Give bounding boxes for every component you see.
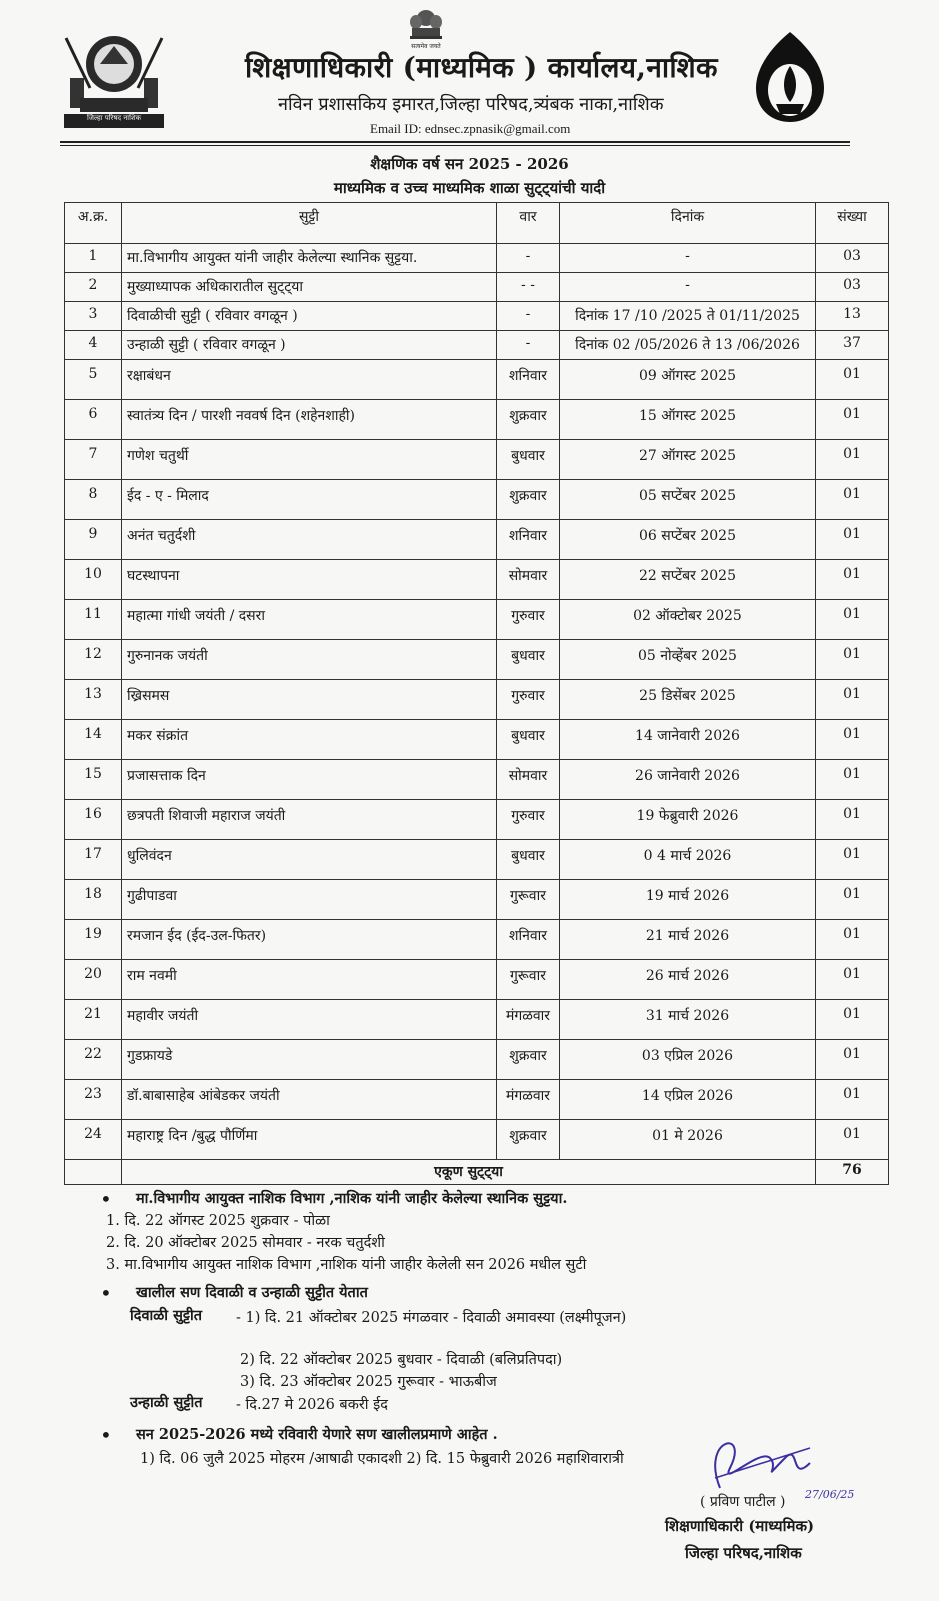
- row-day: गुरुवार: [497, 600, 560, 640]
- table-row: [65, 960, 889, 1000]
- table-row: [65, 840, 889, 880]
- row-serial: 2: [65, 273, 122, 302]
- row-serial: 5: [65, 360, 122, 400]
- row-date: 05 नोव्हेंबर 2025: [560, 640, 816, 680]
- row-count: 01: [816, 640, 889, 680]
- row-date: 0 4 मार्च 2026: [560, 840, 816, 880]
- row-day: शनिवार: [497, 920, 560, 960]
- row-count: 01: [816, 680, 889, 720]
- bullet-icon: •: [100, 1423, 112, 1447]
- row-count: 01: [816, 360, 889, 400]
- signatory-name: ( प्रविण पाटील ): [700, 1494, 786, 1510]
- col-date: दिनांक: [560, 203, 816, 244]
- row-serial: 11: [65, 600, 122, 640]
- row-date: 06 सप्टेंबर 2025: [560, 520, 816, 560]
- table-row: [65, 1080, 889, 1120]
- table-row: [65, 560, 889, 600]
- row-holiday: स्वातंत्र्य दिन / पारशी नववर्ष दिन (शहेनशाही): [122, 400, 497, 440]
- row-count: 01: [816, 800, 889, 840]
- row-count: 01: [816, 400, 889, 440]
- table-row: [65, 360, 889, 400]
- row-holiday: महावीर जयंती: [122, 1000, 497, 1040]
- row-holiday: मुख्याध्यापक अधिकारातील सुट्ट्या: [122, 273, 497, 302]
- row-serial: 18: [65, 880, 122, 920]
- row-serial: 20: [65, 960, 122, 1000]
- row-date: 21 मार्च 2026: [560, 920, 816, 960]
- row-serial: 10: [65, 560, 122, 600]
- table-row: [65, 520, 889, 560]
- table-row: [65, 680, 889, 720]
- header-divider: [60, 141, 850, 143]
- row-date: 22 सप्टेंबर 2025: [560, 560, 816, 600]
- row-holiday: महात्मा गांधी जयंती / दसरा: [122, 600, 497, 640]
- row-count: 13: [816, 302, 889, 331]
- col-holiday: सुट्टी: [122, 203, 497, 244]
- row-date: 26 जानेवारी 2026: [560, 760, 816, 800]
- emblem-caption: सत्यमेव जयते: [411, 43, 441, 50]
- row-holiday: गुरुनानक जयंती: [122, 640, 497, 680]
- row-holiday: मकर संक्रांत: [122, 720, 497, 760]
- holiday-table: [64, 202, 889, 1185]
- table-row: [65, 600, 889, 640]
- col-day: वार: [497, 203, 560, 244]
- row-serial: 16: [65, 800, 122, 840]
- table-row: [65, 244, 889, 273]
- row-date: 01 मे 2026: [560, 1120, 816, 1160]
- row-count: 01: [816, 1120, 889, 1160]
- sunday-festivals-heading: सन 2025-2026 मध्ये रविवारी येणारे सण खालीलप्रमाणे आहेत .: [136, 1426, 498, 1443]
- table-row: [65, 920, 889, 960]
- total-label: एकूण सुट्ट्या: [122, 1160, 816, 1185]
- row-count: 01: [816, 600, 889, 640]
- table-row: [65, 331, 889, 360]
- row-day: बुधवार: [497, 440, 560, 480]
- row-count: 01: [816, 920, 889, 960]
- row-serial: 6: [65, 400, 122, 440]
- row-serial: 21: [65, 1000, 122, 1040]
- table-row: [65, 440, 889, 480]
- row-serial: 4: [65, 331, 122, 360]
- row-date: दिनांक 17 /10 /2025 ते 01/11/2025: [560, 302, 816, 331]
- row-date: 03 एप्रिल 2026: [560, 1040, 816, 1080]
- row-holiday: ख्रिसमस: [122, 680, 497, 720]
- row-count: 03: [816, 273, 889, 302]
- row-count: 01: [816, 840, 889, 880]
- row-count: 01: [816, 1040, 889, 1080]
- office-address: नविन प्रशासकिय इमारत,जिल्हा परिषद,त्र्यंबक नाका,नाशिक: [278, 94, 664, 115]
- row-holiday: मा.विभागीय आयुक्त यांनी जाहीर केलेल्या स्थानिक सुट्टया.: [122, 244, 497, 273]
- row-holiday: राम नवमी: [122, 960, 497, 1000]
- signature-date: 27/06/25: [805, 1488, 855, 1501]
- row-serial: 14: [65, 720, 122, 760]
- row-holiday: महाराष्ट्र दिन /बुद्ध पौर्णिमा: [122, 1120, 497, 1160]
- total-value: 76: [816, 1160, 889, 1185]
- local-item: 3. मा.विभागीय आयुक्त नाशिक विभाग ,नाशिक यांनी जाहीर केलेली सन 2026 मधील सुटी: [106, 1257, 587, 1273]
- office-email: Email ID: ednsec.zpnasik@gmail.com: [370, 121, 571, 136]
- table-row: [65, 640, 889, 680]
- bullet-icon: •: [100, 1281, 112, 1305]
- row-day: शुक्रवार: [497, 1040, 560, 1080]
- row-count: 01: [816, 720, 889, 760]
- col-count: संख्या: [816, 203, 889, 244]
- row-date: 02 ऑक्टोबर 2025: [560, 600, 816, 640]
- row-date: -: [560, 244, 816, 273]
- row-holiday: दिवाळीची सुट्टी ( रविवार वगळून ): [122, 302, 497, 331]
- row-serial: 15: [65, 760, 122, 800]
- row-holiday: उन्हाळी सुट्टी ( रविवार वगळून ): [122, 331, 497, 360]
- row-serial: 1: [65, 244, 122, 273]
- row-date: -: [560, 273, 816, 302]
- row-count: 01: [816, 1000, 889, 1040]
- zp-logo-caption: जिल्हा परिषद नाशिक: [86, 114, 142, 122]
- row-date: 26 मार्च 2026: [560, 960, 816, 1000]
- table-row: [65, 1120, 889, 1160]
- signatory-organization: जिल्हा परिषद,नाशिक: [685, 1544, 802, 1562]
- row-holiday: घटस्थापना: [122, 560, 497, 600]
- row-day: शुक्रवार: [497, 1120, 560, 1160]
- row-holiday: रक्षाबंधन: [122, 360, 497, 400]
- row-day: शुक्रवार: [497, 400, 560, 440]
- row-day: शुक्रवार: [497, 480, 560, 520]
- row-date: 14 एप्रिल 2026: [560, 1080, 816, 1120]
- row-day: -: [497, 244, 560, 273]
- education-logo: [748, 30, 832, 126]
- row-holiday: गुडफ्रायडे: [122, 1040, 497, 1080]
- row-serial: 17: [65, 840, 122, 880]
- table-row: [65, 1000, 889, 1040]
- row-serial: 3: [65, 302, 122, 331]
- table-row: [65, 800, 889, 840]
- row-holiday: ईद - ए - मिलाद: [122, 480, 497, 520]
- sunday-item: 1) दि. 06 जुलै 2025 मोहरम /आषाढी एकादशी 2) दि. 15 फेब्रुवारी 2026 महाशिवारात्री: [140, 1451, 624, 1467]
- row-date: 09 ऑगस्ट 2025: [560, 360, 816, 400]
- table-row: [65, 1040, 889, 1080]
- academic-year: शैक्षणिक वर्ष सन 2025 - 2026: [370, 155, 569, 173]
- header-divider-thin: [60, 145, 850, 146]
- row-count: 01: [816, 520, 889, 560]
- table-row: [65, 880, 889, 920]
- festivals-heading: खालील सण दिवाळी व उन्हाळी सुट्टीत येतात: [136, 1284, 368, 1301]
- diwali-item: - 1) दि. 21 ऑक्टोबर 2025 मंगळवार - दिवाळी अमावस्या (लक्ष्मीपूजन): [236, 1310, 627, 1326]
- row-day: मंगळवार: [497, 1080, 560, 1120]
- col-serial: अ.क्र.: [65, 203, 122, 244]
- table-row: [65, 720, 889, 760]
- row-serial: 7: [65, 440, 122, 480]
- row-holiday: गुढीपाडवा: [122, 880, 497, 920]
- row-serial: 13: [65, 680, 122, 720]
- row-count: 37: [816, 331, 889, 360]
- row-date: 25 डिसेंबर 2025: [560, 680, 816, 720]
- row-holiday: छत्रपती शिवाजी महाराज जयंती: [122, 800, 497, 840]
- row-holiday: प्रजासत्ताक दिन: [122, 760, 497, 800]
- total-row: [65, 1160, 889, 1185]
- table-row: [65, 760, 889, 800]
- diwali-item: 2) दि. 22 ऑक्टोबर 2025 बुधवार - दिवाळी (बलिप्रतिपदा): [240, 1352, 563, 1368]
- row-holiday: धुलिवंदन: [122, 840, 497, 880]
- diwali-label: दिवाळी सुट्टीत: [130, 1307, 203, 1324]
- row-count: 01: [816, 760, 889, 800]
- row-date: 19 मार्च 2026: [560, 880, 816, 920]
- row-date: 15 ऑगस्ट 2025: [560, 400, 816, 440]
- row-day: मंगळवार: [497, 1000, 560, 1040]
- row-day: बुधवार: [497, 720, 560, 760]
- row-holiday: रमजान ईद (ईद-उल-फितर): [122, 920, 497, 960]
- row-serial: 24: [65, 1120, 122, 1160]
- row-day: -: [497, 302, 560, 331]
- row-count: 01: [816, 960, 889, 1000]
- row-day: बुधवार: [497, 840, 560, 880]
- row-day: गुरुवार: [497, 800, 560, 840]
- signatory-designation: शिक्षणाधिकारी (माध्यमिक): [665, 1517, 815, 1535]
- row-day: गुरूवार: [497, 880, 560, 920]
- row-date: 19 फेब्रुवारी 2026: [560, 800, 816, 840]
- row-day: - -: [497, 273, 560, 302]
- table-row: [65, 273, 889, 302]
- row-serial: 12: [65, 640, 122, 680]
- row-day: बुधवार: [497, 640, 560, 680]
- row-serial: 9: [65, 520, 122, 560]
- row-serial: 22: [65, 1040, 122, 1080]
- bullet-icon: •: [100, 1187, 112, 1211]
- table-row: [65, 302, 889, 331]
- row-count: 03: [816, 244, 889, 273]
- row-count: 01: [816, 1080, 889, 1120]
- table-row: [65, 480, 889, 520]
- row-day: गुरूवार: [497, 960, 560, 1000]
- row-count: 01: [816, 880, 889, 920]
- row-day: गुरुवार: [497, 680, 560, 720]
- row-date: 27 ऑगस्ट 2025: [560, 440, 816, 480]
- row-count: 01: [816, 440, 889, 480]
- local-holidays-heading: मा.विभागीय आयुक्त नाशिक विभाग ,नाशिक यांनी जाहीर केलेल्या स्थानिक सुट्टया.: [136, 1190, 568, 1207]
- list-title: माध्यमिक व उच्च माध्यमिक शाळा सुट्ट्यांची यादी: [333, 179, 606, 197]
- row-day: सोमवार: [497, 760, 560, 800]
- row-serial: 23: [65, 1080, 122, 1120]
- row-date: 31 मार्च 2026: [560, 1000, 816, 1040]
- summer-item: - दि.27 मे 2026 बकरी ईद: [236, 1397, 388, 1413]
- row-date: 05 सप्टेंबर 2025: [560, 480, 816, 520]
- row-count: 01: [816, 560, 889, 600]
- row-serial: 8: [65, 480, 122, 520]
- office-title: शिक्षणाधिकारी (माध्यमिक ) कार्यालय,नाशिक: [245, 51, 718, 84]
- table-header-row: [65, 203, 889, 244]
- row-holiday: डॉ.बाबासाहेब आंबेडकर जयंती: [122, 1080, 497, 1120]
- row-day: शनिवार: [497, 360, 560, 400]
- row-holiday: गणेश चतुर्थी: [122, 440, 497, 480]
- row-date: दिनांक 02 /05/2026 ते 13 /06/2026: [560, 331, 816, 360]
- row-date: 14 जानेवारी 2026: [560, 720, 816, 760]
- local-item: 2. दि. 20 ऑक्टोबर 2025 सोमवार - नरक चतुर्दशी: [106, 1235, 385, 1251]
- diwali-item: 3) दि. 23 ऑक्टोबर 2025 गुरूवार - भाऊबीज: [240, 1374, 497, 1390]
- table-row: [65, 400, 889, 440]
- row-serial: 19: [65, 920, 122, 960]
- row-day: -: [497, 331, 560, 360]
- row-count: 01: [816, 480, 889, 520]
- row-day: शनिवार: [497, 520, 560, 560]
- row-holiday: अनंत चतुर्दशी: [122, 520, 497, 560]
- local-item: 1. दि. 22 ऑगस्ट 2025 शुक्रवार - पोळा: [106, 1213, 330, 1229]
- summer-label: उन्हाळी सुट्टीत: [130, 1394, 203, 1411]
- row-day: सोमवार: [497, 560, 560, 600]
